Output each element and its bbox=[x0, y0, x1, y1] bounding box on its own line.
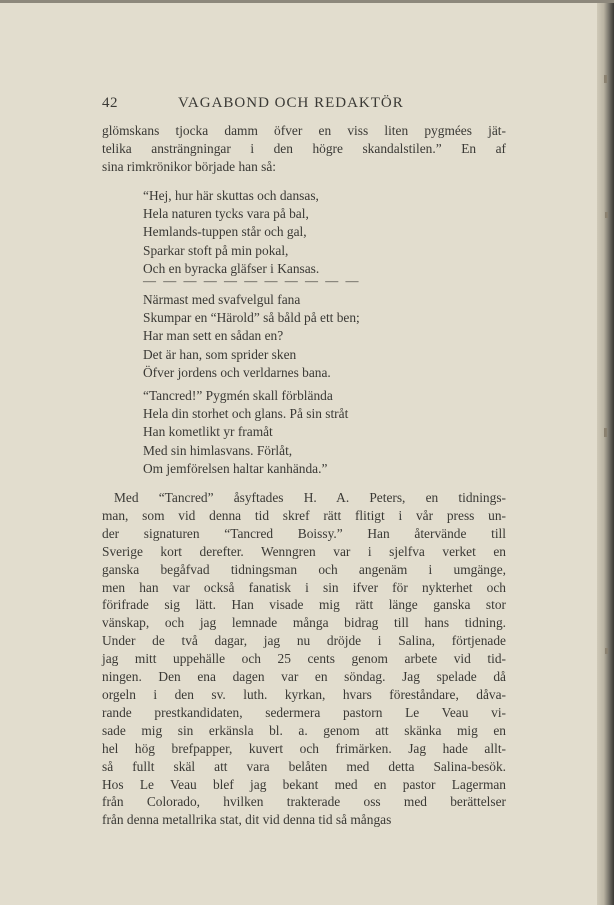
poem-stanza-1 bbox=[143, 187, 463, 278]
text-line: ganska begåfvad tidningsman och angenäm i umgänge, bbox=[102, 561, 506, 577]
prose-paragraph bbox=[102, 489, 506, 829]
text-line: förifrade sig lätt. Han visade mig rätt länge ganska stor bbox=[102, 597, 506, 613]
poem-line: Sparkar stoft på min pokal, bbox=[143, 242, 289, 258]
poem-line: Med sin himlasvans. Förlåt, bbox=[143, 442, 293, 458]
text-line: sina rimkrönikor började han så: bbox=[102, 159, 277, 174]
text-line: jag mitt uppehälle och 25 cents genom arbete vid tid- bbox=[102, 651, 506, 667]
poem-line: Han kometlikt yr framåt bbox=[143, 424, 273, 440]
text-line: från denna metallrika stat, dit vid denna tid så mångas bbox=[102, 812, 392, 828]
text-line: rande prestkandidaten, sedermera pastorn Le Veau vi- bbox=[102, 704, 506, 720]
poem-line: “Hej, hur här skuttas och dansas, bbox=[143, 188, 319, 203]
text-line: ningen. Den ena dagen var en söndag. Jag spelade då bbox=[102, 669, 506, 685]
poem-line: Öfver jordens och verldarnes bana. bbox=[143, 364, 331, 380]
text-line: der signaturen “Tancred Boissy.” Han återvände till bbox=[102, 525, 506, 541]
poem-separator: — — — — — — — — — — — bbox=[143, 273, 361, 288]
poem-line: Skumpar en “Härold” så båld på ett ben; bbox=[143, 310, 360, 326]
margin-mark bbox=[605, 648, 608, 654]
text-line: Under de två dagar, jag nu dröjde i Salina, förtjenade bbox=[102, 633, 506, 649]
text-line: hel hög brefpapper, kuvert och frimärken. Jag hade allt- bbox=[102, 740, 506, 756]
intro-paragraph bbox=[102, 122, 506, 176]
poem-line: “Tancred!” Pygmén skall förblända bbox=[143, 388, 333, 403]
text-line: man, som vid denna tid skref rätt flitigt i vår press un- bbox=[102, 507, 506, 523]
text-line: Hos Le Veau blef jag bekant med en pastor Lagerman bbox=[102, 776, 506, 792]
page-header bbox=[102, 95, 506, 117]
text-line: Med “Tancred” åsyftades H. A. Peters, en tidnings- bbox=[114, 490, 506, 505]
text-line: från Colorado, hvilken trakterade oss med berättelser bbox=[102, 794, 506, 810]
text-line: sade mig sin erkänsla bl. a. genom att skänka mig en bbox=[102, 722, 506, 738]
text-line: vänskap, och jag lemnade många bidrag till hans tidning. bbox=[102, 615, 506, 631]
text-line: glömskans tjocka damm öfver en viss liten pygmées jät- bbox=[102, 123, 506, 138]
margin-mark bbox=[604, 75, 607, 83]
poem-line: Och en byracka gläfser i Kansas. bbox=[143, 260, 320, 276]
text-line: orgeln i den sv. luth. kyrkan, hvars föreståndare, dåva- bbox=[102, 686, 506, 702]
poem-line: Hela naturen tycks vara på bal, bbox=[143, 206, 309, 222]
poem-line: Hela din storhet och glans. På sin stråt bbox=[143, 406, 349, 422]
margin-mark bbox=[605, 212, 608, 218]
poem-line: Närmast med svafvelgul fana bbox=[143, 292, 301, 307]
margin-mark bbox=[604, 428, 607, 437]
poem-line: Har man sett en sådan en? bbox=[143, 328, 284, 344]
poem-stanza-3 bbox=[143, 387, 463, 478]
text-line: telika ansträngningar i den högre skandalstilen.” En af bbox=[102, 141, 506, 156]
poem-line: Hemlands-tuppen står och gal, bbox=[143, 224, 307, 240]
text-line: så fullt skäl att vara belåten med detta Salina-besök. bbox=[102, 758, 506, 774]
running-head: VAGABOND OCH REDAKTÖR bbox=[178, 95, 404, 111]
page-top-edge bbox=[0, 0, 614, 3]
page-number: 42 bbox=[102, 95, 118, 111]
poem-line: Om jemförelsen haltar kanhända.” bbox=[143, 460, 328, 476]
poem-line: Det är han, som sprider sken bbox=[143, 346, 297, 362]
text-line: men han var också fanatisk i sin ifver för nykterhet och bbox=[102, 579, 506, 595]
book-spine-edge bbox=[597, 0, 614, 905]
text-line: Sverige kort derefter. Wenngren var i sjelfva verket en bbox=[102, 543, 506, 559]
poem-stanza-2 bbox=[143, 291, 463, 382]
